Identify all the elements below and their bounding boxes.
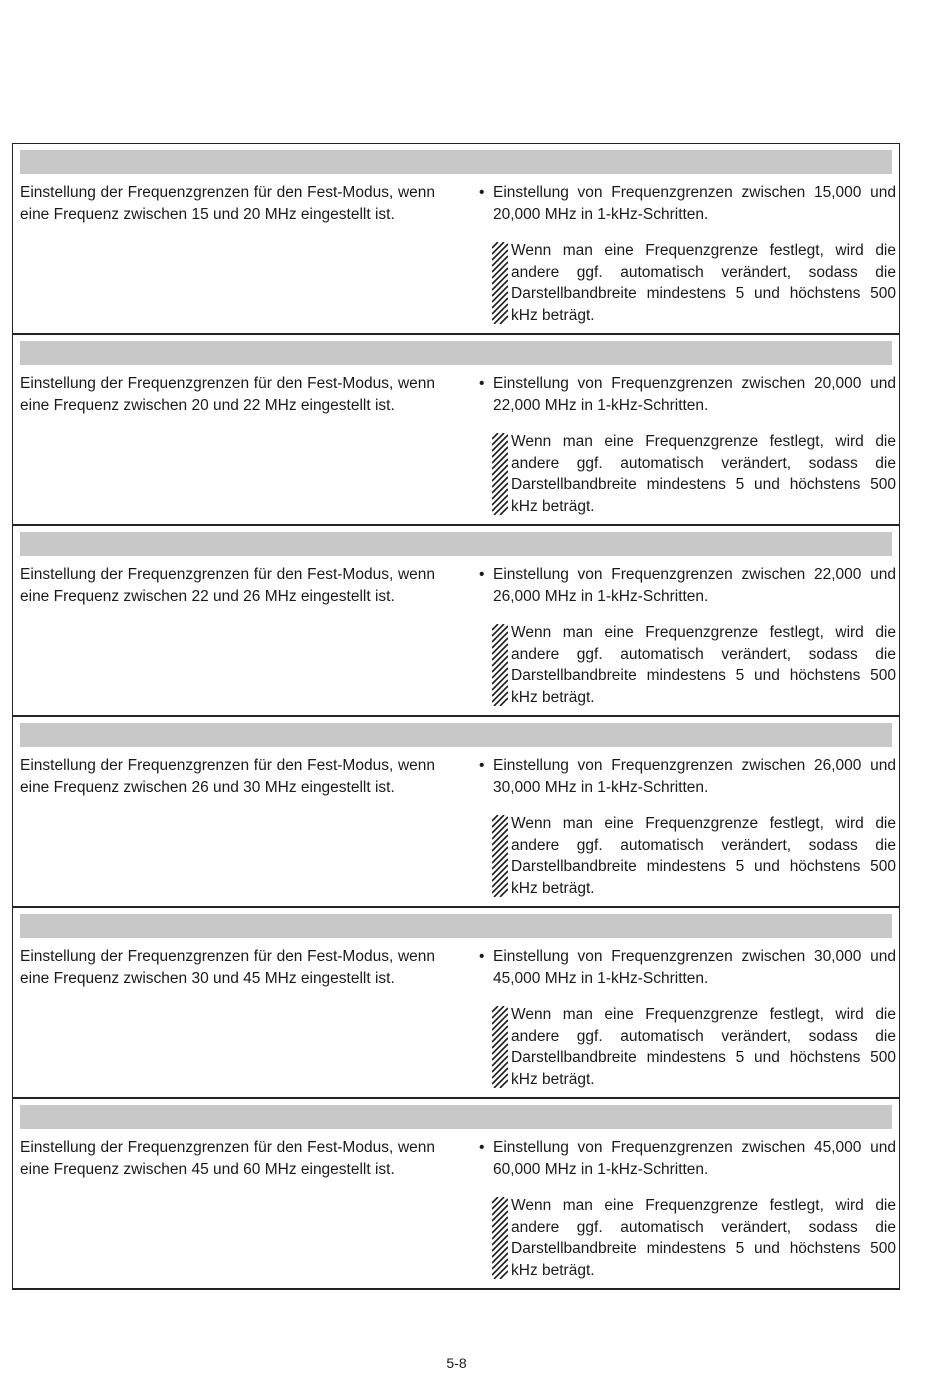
hatched-note-icon [492, 1197, 508, 1279]
range-bullet-text: Einstellung von Frequenzgrenzen zwischen 30,000 und 45,000 MHz in 1-kHz-Schritten. [493, 948, 896, 987]
section-header-bar [20, 150, 892, 174]
section-22-26-mhz [13, 526, 899, 717]
section-details [479, 1137, 896, 1281]
section-details [479, 755, 896, 899]
section-description: Einstellung der Frequenzgrenzen für den Fest-Modus, wenn eine Frequenz zwischen 26 und 30 MHz eingestellt ist. [20, 757, 435, 796]
note-text: Wenn man eine Frequenzgrenze festlegt, wird die andere ggf. automatisch verändert, sodass die Darstellbandbreite mindestens 5 und höchstens 500 kHz beträgt. [511, 433, 896, 515]
section-details [479, 373, 896, 517]
hatched-note-icon [492, 242, 508, 324]
note-block [479, 1195, 896, 1281]
note-text: Wenn man eine Frequenzgrenze festlegt, wird die andere ggf. automatisch verändert, sodass die Darstellbandbreite mindestens 5 und höchstens 500 kHz beträgt. [511, 815, 896, 897]
settings-table [12, 143, 900, 1290]
range-bullet-text: Einstellung von Frequenzgrenzen zwischen 22,000 und 26,000 MHz in 1-kHz-Schritten. [493, 566, 896, 605]
range-bullet [479, 373, 896, 416]
section-header-bar [20, 1105, 892, 1129]
hatched-note-icon [492, 815, 508, 897]
hatched-note-icon [492, 433, 508, 515]
bullet-icon: • [479, 566, 485, 583]
note-block [479, 622, 896, 708]
section-details [479, 946, 896, 1090]
section-26-30-mhz [13, 717, 899, 908]
hatched-note-icon [492, 1006, 508, 1088]
note-text: Wenn man eine Frequenzgrenze festlegt, wird die andere ggf. automatisch verändert, sodass die Darstellbandbreite mindestens 5 und höchstens 500 kHz beträgt. [511, 1006, 896, 1088]
section-header-bar [20, 914, 892, 938]
section-15-20-mhz [13, 144, 899, 335]
bullet-icon: • [479, 948, 485, 965]
note-block [479, 240, 896, 326]
range-bullet-text: Einstellung von Frequenzgrenzen zwischen 26,000 und 30,000 MHz in 1-kHz-Schritten. [493, 757, 896, 796]
range-bullet [479, 946, 896, 989]
bullet-icon: • [479, 757, 485, 774]
bullet-icon: • [479, 375, 485, 392]
section-description: Einstellung der Frequenzgrenzen für den Fest-Modus, wenn eine Frequenz zwischen 22 und 26 MHz eingestellt ist. [20, 566, 435, 605]
range-bullet [479, 755, 896, 798]
range-bullet [479, 564, 896, 607]
note-text: Wenn man eine Frequenzgrenze festlegt, wird die andere ggf. automatisch verändert, sodass die Darstellbandbreite mindestens 5 und höchstens 500 kHz beträgt. [511, 242, 896, 324]
section-header-bar [20, 532, 892, 556]
section-details [479, 182, 896, 326]
section-20-22-mhz [13, 335, 899, 526]
section-description: Einstellung der Frequenzgrenzen für den Fest-Modus, wenn eine Frequenz zwischen 20 und 22 MHz eingestellt ist. [20, 375, 435, 414]
range-bullet-text: Einstellung von Frequenzgrenzen zwischen 45,000 und 60,000 MHz in 1-kHz-Schritten. [493, 1139, 896, 1178]
range-bullet [479, 182, 896, 225]
note-text: Wenn man eine Frequenzgrenze festlegt, wird die andere ggf. automatisch verändert, sodass die Darstellbandbreite mindestens 5 und höchstens 500 kHz beträgt. [511, 624, 896, 706]
note-block [479, 813, 896, 899]
range-bullet [479, 1137, 896, 1180]
section-description: Einstellung der Frequenzgrenzen für den Fest-Modus, wenn eine Frequenz zwischen 30 und 45 MHz eingestellt ist. [20, 948, 435, 987]
hatched-note-icon [492, 624, 508, 706]
bullet-icon: • [479, 1139, 485, 1156]
range-bullet-text: Einstellung von Frequenzgrenzen zwischen 20,000 und 22,000 MHz in 1-kHz-Schritten. [493, 375, 896, 414]
section-45-60-mhz [13, 1099, 899, 1290]
section-description: Einstellung der Frequenzgrenzen für den Fest-Modus, wenn eine Frequenz zwischen 15 und 20 MHz eingestellt ist. [20, 184, 435, 223]
section-header-bar [20, 341, 892, 365]
section-description: Einstellung der Frequenzgrenzen für den Fest-Modus, wenn eine Frequenz zwischen 45 und 60 MHz eingestellt ist. [20, 1139, 435, 1178]
section-header-bar [20, 723, 892, 747]
bullet-icon: • [479, 184, 485, 201]
note-text: Wenn man eine Frequenzgrenze festlegt, wird die andere ggf. automatisch verändert, sodass die Darstellbandbreite mindestens 5 und höchstens 500 kHz beträgt. [511, 1197, 896, 1279]
page-number: 5-8 [446, 1355, 467, 1371]
range-bullet-text: Einstellung von Frequenzgrenzen zwischen 15,000 und 20,000 MHz in 1-kHz-Schritten. [493, 184, 896, 223]
note-block [479, 431, 896, 517]
section-30-45-mhz [13, 908, 899, 1099]
section-details [479, 564, 896, 708]
note-block [479, 1004, 896, 1090]
